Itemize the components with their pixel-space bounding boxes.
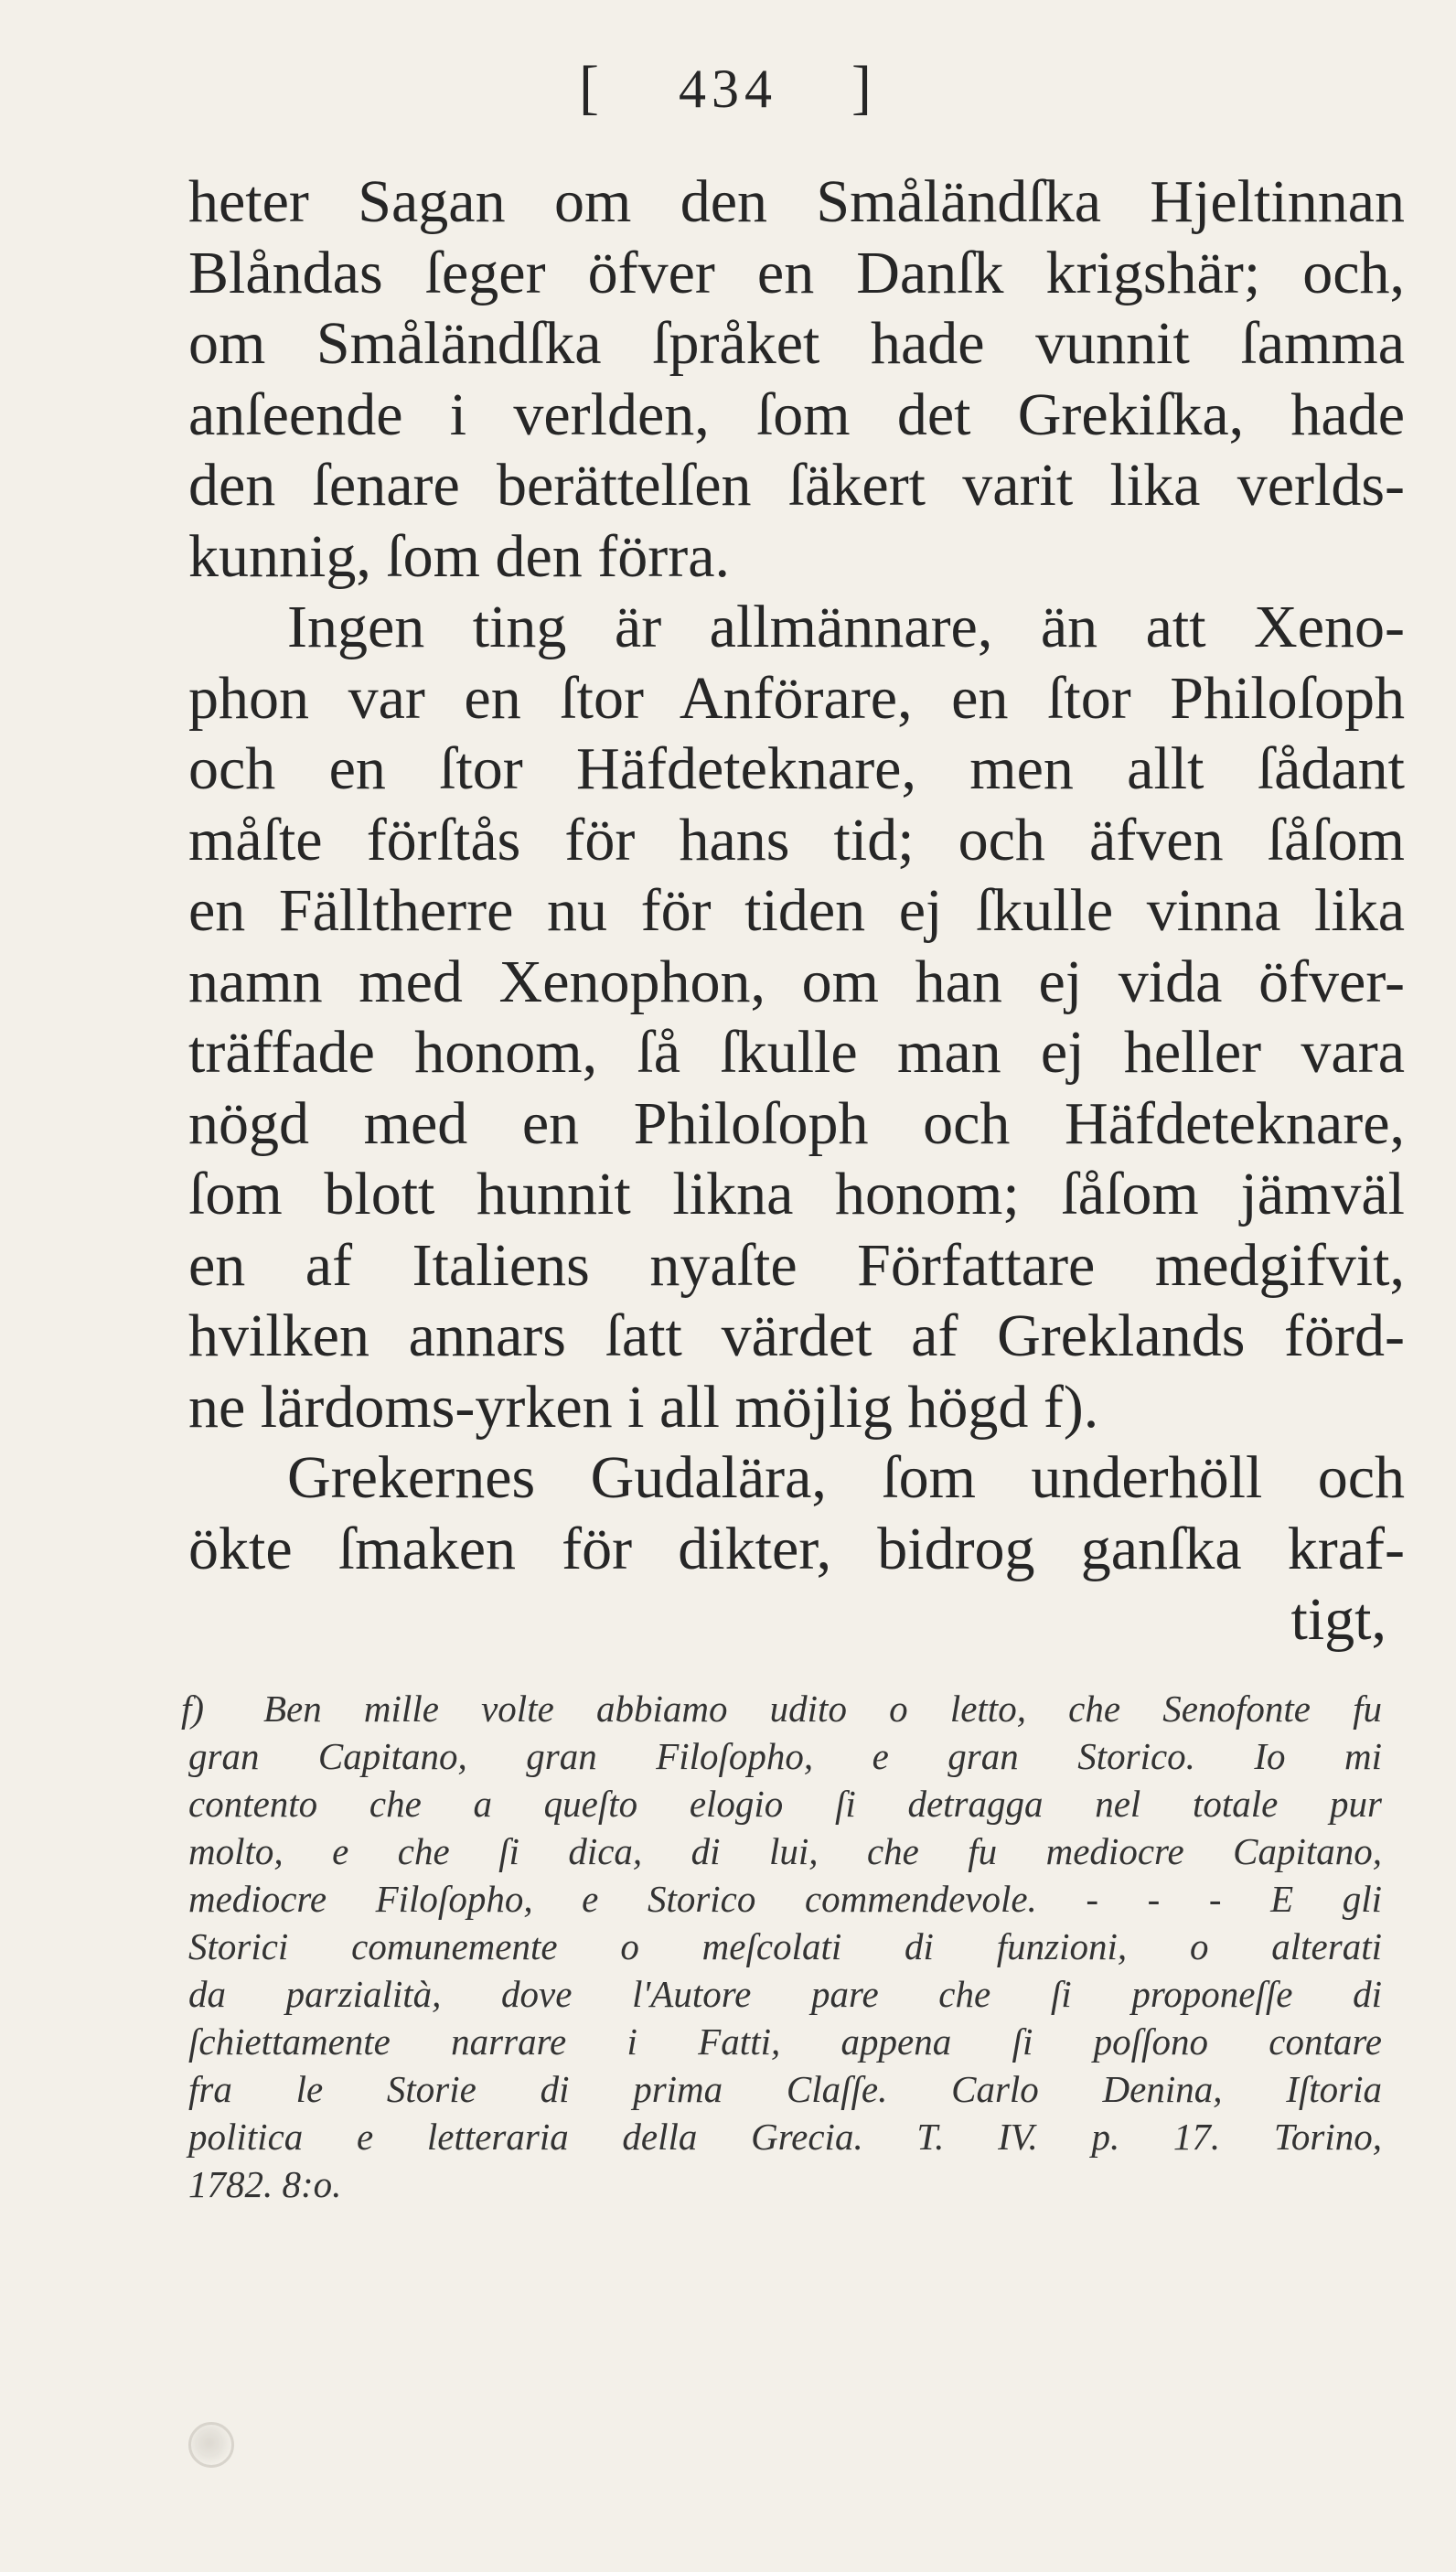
ink-smudge [188,2422,234,2468]
footnote-line: contento che a queſto elogio ſi detragga nel totale pur [188,1783,1382,1825]
text-line: en Fällthеrre nu för tiden ej ſkulle vinna lika [188,877,1405,944]
text-line: Blåndas ſeger öfver en Danſk krigshär; och, [188,239,1405,306]
footnote-line-first [181,1685,1382,1732]
page-number: 434 [679,59,777,119]
footnote-line: Storici comunemente o meſcolati di funzioni, o alterati [188,1925,1382,1967]
footnote-marker: f) [181,1688,205,1730]
text-line: Ingen ting är allmännare, än att Xeno- [287,594,1405,660]
footnote-line: politica e letteraria della Grecia. T. IV. p. 17. Torino, [188,2116,1382,2158]
page-header [0,53,1456,123]
text-line: kunnig, ſom den förra. [188,522,731,590]
header-bracket-open: [ [579,54,605,121]
footnote-line: da parzialità, dove l'Autore pare che ſi proponeſſe di [188,1973,1382,2015]
text-line: och en ſtor Häfdeteknare, men allt ſådant [188,735,1405,802]
text-line: en af Italiens nyaſte Författare medgifvit, [188,1231,1405,1299]
text-line: phon var en ſtor Anförare, en ſtor Philoſoph [188,664,1405,732]
text-line: ne lärdoms-yrken i all möjlig högd f). [188,1373,1099,1441]
text-line: Grekernes Gudalära, ſom underhöll och [287,1444,1405,1511]
text-line: ökte ſmaken för dikter, bidrog ganſka kraf- [188,1515,1405,1582]
text-line: ſom blott hunnit likna honom; ſåſom jämväl [188,1161,1405,1227]
text-line: måſte förſtås för hans tid; och äfven ſåſom [188,806,1405,873]
footnote-line: fra le Storie di prima Claſſe. Carlo Denina, Iſtoria [188,2068,1382,2110]
text-line: anſeende i verlden, ſom det Grekiſka, hade [188,380,1405,448]
footnote-text: Ben mille volte abbiamo udito o letto, che Senofonte fu [263,1688,1382,1730]
footnote-line: mediocre Filoſopho, e Storico commendevole. - - - E gli [188,1878,1382,1920]
body-text [188,166,1405,1656]
footnote-line: ſchiettamente narrare i Fatti, appena ſi poſſono contare [188,2020,1382,2063]
text-line: heter Sagan om den Småländſka Hjeltinnan [188,168,1405,235]
footnote-line: 1782. 8:o. [188,2163,342,2205]
text-line: namn med Xenophon, om han ej vida öfver- [188,948,1405,1015]
footnote-line: molto, e che ſi dica, di lui, che fu mediocre Capitano, [188,1830,1382,1872]
catchword: tigt, [1290,1586,1386,1653]
text-line: träffade honom, ſå ſkulle man ej heller vara [188,1019,1405,1086]
text-line: om Småländſka ſpråket hade vunnit ſamma [188,310,1405,377]
text-line: den ſenare berättelſen ſäkert varit lika verlds- [188,452,1405,519]
footnote [181,1685,1382,2208]
text-line: nögd med en Philoſoph och Häfdeteknare, [188,1089,1405,1157]
header-bracket-close: ] [851,54,877,121]
footnote-line: gran Capitano, gran Filoſopho, e gran Storico. Io mi [188,1735,1382,1777]
text-line: hvilken annars ſatt värdet af Greklands förd- [188,1302,1405,1369]
